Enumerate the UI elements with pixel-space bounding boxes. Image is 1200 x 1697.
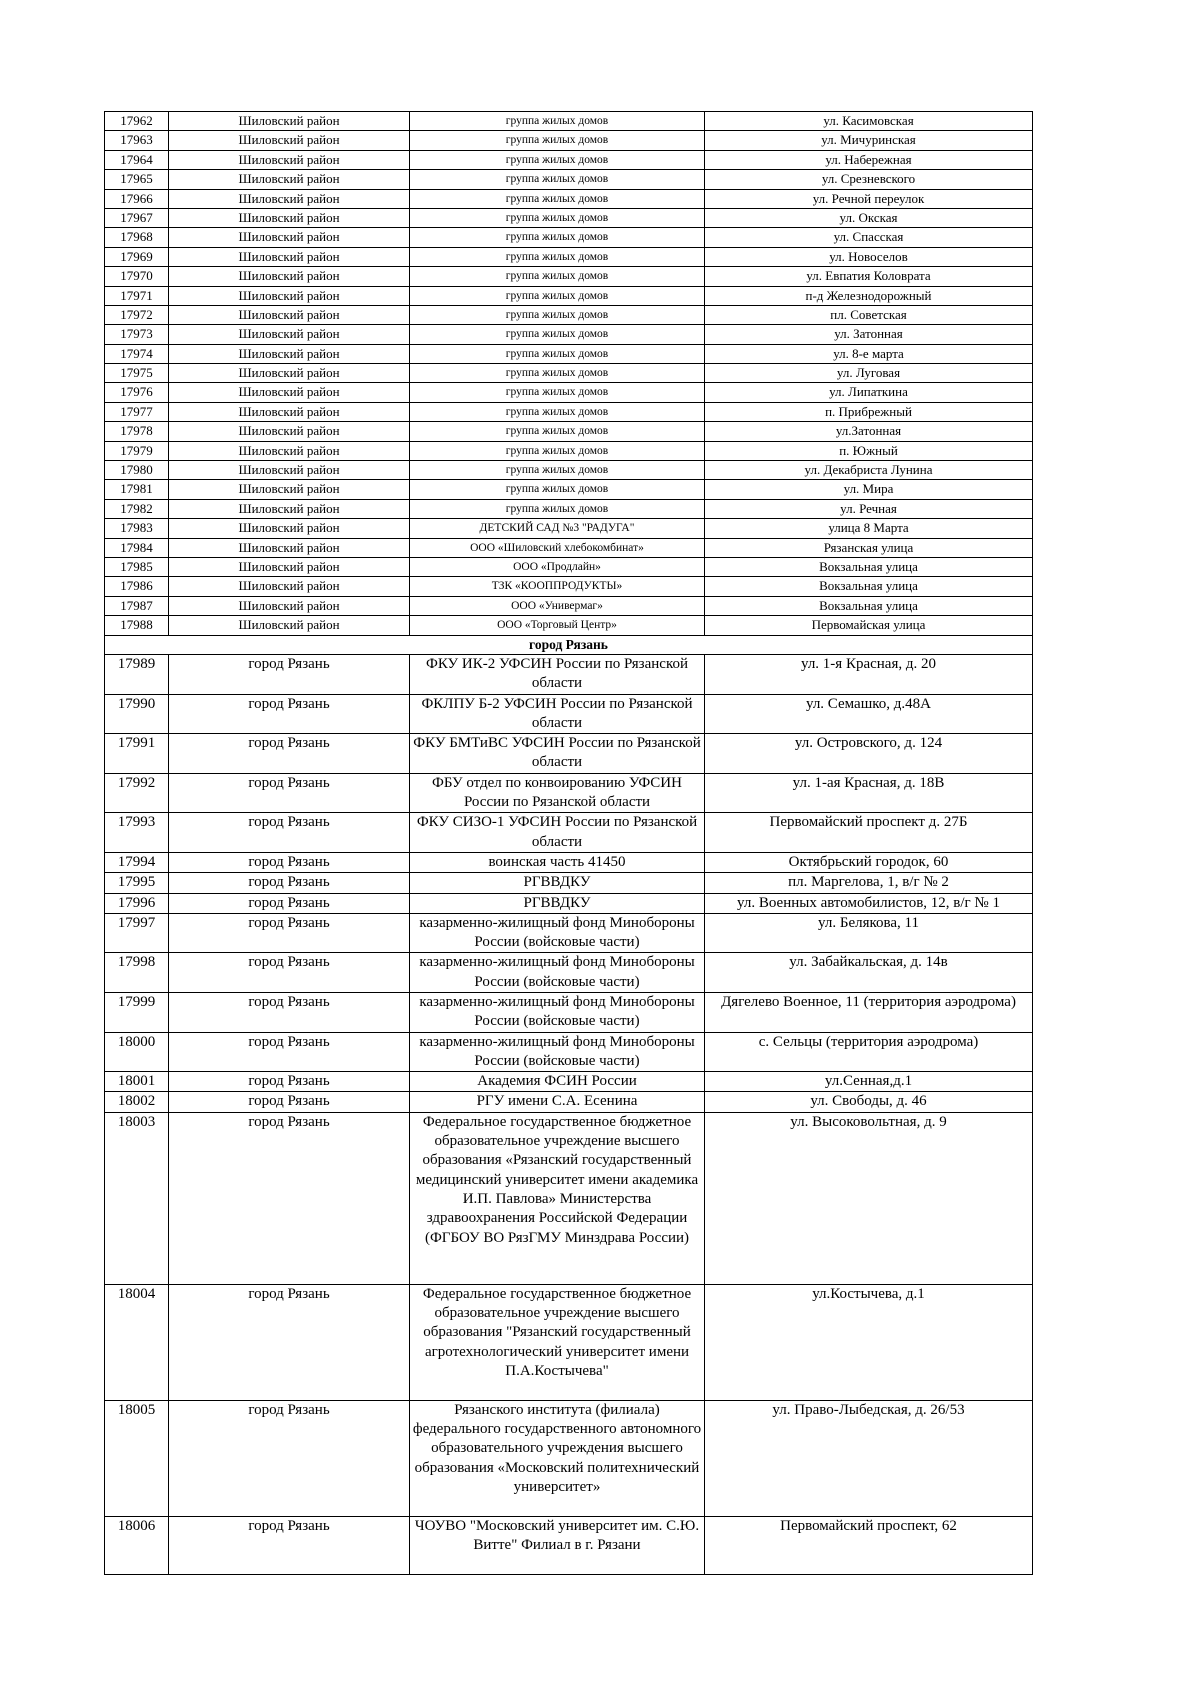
row-number-cell: 17992 xyxy=(105,773,169,813)
table-row xyxy=(105,1284,1033,1400)
district-cell: Шиловский район xyxy=(169,170,410,189)
object-name-cell: группа жилых домов xyxy=(410,286,705,305)
row-number-cell: 17987 xyxy=(105,596,169,615)
table-row xyxy=(105,480,1033,499)
district-cell: город Рязань xyxy=(169,1284,410,1400)
row-number-cell: 17969 xyxy=(105,247,169,266)
district-cell: Шиловский район xyxy=(169,228,410,247)
object-name-cell: ФКУ СИЗО-1 УФСИН России по Рязанской области xyxy=(410,813,705,853)
address-cell: ул. 1-ая Красная, д. 18В xyxy=(705,773,1033,813)
district-cell: Шиловский район xyxy=(169,131,410,150)
object-name-cell: ФБУ отдел по конвоированию УФСИН России по Рязанской области xyxy=(410,773,705,813)
object-name-cell: ООО «Шиловский хлебокомбинат» xyxy=(410,538,705,557)
row-number-cell: 17966 xyxy=(105,189,169,208)
object-name-cell: группа жилых домов xyxy=(410,325,705,344)
district-cell: Шиловский район xyxy=(169,499,410,518)
table-row xyxy=(105,1032,1033,1072)
row-number-cell: 17980 xyxy=(105,461,169,480)
row-number-cell: 18005 xyxy=(105,1400,169,1516)
address-cell: пл. Маргелова, 1, в/г № 2 xyxy=(705,873,1033,893)
address-cell: Первомайский проспект д. 27Б xyxy=(705,813,1033,853)
address-cell: ул. Набережная xyxy=(705,150,1033,169)
address-cell: ул. 8-е марта xyxy=(705,344,1033,363)
address-cell: ул. Новоселов xyxy=(705,247,1033,266)
table-row xyxy=(105,519,1033,538)
district-cell: Шиловский район xyxy=(169,441,410,460)
district-cell: Шиловский район xyxy=(169,402,410,421)
address-cell: Рязанская улица xyxy=(705,538,1033,557)
object-name-cell: Федеральное государственное бюджетное образовательное учреждение высшего образования "Рязанский государственный агротехнологический университет имени П.А.Костычева" xyxy=(410,1284,705,1400)
object-name-cell: воинская часть 41450 xyxy=(410,852,705,872)
object-name-cell: ТЗК «КООППРОДУКТЫ» xyxy=(410,577,705,596)
table-row xyxy=(105,694,1033,734)
row-number-cell: 18001 xyxy=(105,1072,169,1092)
object-name-cell: ООО «Универмаг» xyxy=(410,596,705,615)
object-name-cell: группа жилых домов xyxy=(410,247,705,266)
row-number-cell: 17991 xyxy=(105,734,169,774)
address-cell: ул. Затонная xyxy=(705,325,1033,344)
district-cell: город Рязань xyxy=(169,654,410,694)
row-number-cell: 17997 xyxy=(105,913,169,953)
object-name-cell: группа жилых домов xyxy=(410,228,705,247)
row-number-cell: 17990 xyxy=(105,694,169,734)
district-cell: город Рязань xyxy=(169,773,410,813)
address-cell: ул. Спасская xyxy=(705,228,1033,247)
district-cell: город Рязань xyxy=(169,1112,410,1284)
table-row xyxy=(105,499,1033,518)
address-cell: Вокзальная улица xyxy=(705,557,1033,576)
row-number-cell: 17973 xyxy=(105,325,169,344)
district-cell: Шиловский район xyxy=(169,519,410,538)
address-cell: ул. Белякова, 11 xyxy=(705,913,1033,953)
row-number-cell: 17995 xyxy=(105,873,169,893)
row-number-cell: 17972 xyxy=(105,305,169,324)
address-cell: ул. Евпатия Коловрата xyxy=(705,267,1033,286)
row-number-cell: 17984 xyxy=(105,538,169,557)
address-cell: ул. Мичуринская xyxy=(705,131,1033,150)
address-cell: ул.Костычева, д.1 xyxy=(705,1284,1033,1400)
object-name-cell: группа жилых домов xyxy=(410,131,705,150)
address-cell: Первомайская улица xyxy=(705,616,1033,635)
object-name-cell: группа жилых домов xyxy=(410,305,705,324)
row-number-cell: 17982 xyxy=(105,499,169,518)
object-name-cell: группа жилых домов xyxy=(410,208,705,227)
table-row xyxy=(105,616,1033,635)
district-cell: Шиловский район xyxy=(169,189,410,208)
table-row xyxy=(105,112,1033,131)
table-row xyxy=(105,441,1033,460)
address-cell: ул. Мира xyxy=(705,480,1033,499)
object-name-cell: группа жилых домов xyxy=(410,383,705,402)
address-cell: ул. Военных автомобилистов, 12, в/г № 1 xyxy=(705,893,1033,913)
row-number-cell: 17988 xyxy=(105,616,169,635)
table-row xyxy=(105,286,1033,305)
address-cell: Вокзальная улица xyxy=(705,577,1033,596)
object-name-cell: РГВВДКУ xyxy=(410,893,705,913)
address-cell: ул. Право-Лыбедская, д. 26/53 xyxy=(705,1400,1033,1516)
object-name-cell: группа жилых домов xyxy=(410,461,705,480)
table-row xyxy=(105,654,1033,694)
object-name-cell: группа жилых домов xyxy=(410,422,705,441)
object-name-cell: РГУ имени С.А. Есенина xyxy=(410,1092,705,1112)
object-name-cell: группа жилых домов xyxy=(410,170,705,189)
object-name-cell: казарменно-жилищный фонд Минобороны России (войсковые части) xyxy=(410,992,705,1032)
object-name-cell: ЧОУВО "Московский университет им. С.Ю. Витте" Филиал в г. Рязани xyxy=(410,1516,705,1574)
row-number-cell: 17985 xyxy=(105,557,169,576)
row-number-cell: 17965 xyxy=(105,170,169,189)
row-number-cell: 17974 xyxy=(105,344,169,363)
row-number-cell: 17963 xyxy=(105,131,169,150)
district-cell: Шиловский район xyxy=(169,286,410,305)
row-number-cell: 17989 xyxy=(105,654,169,694)
table-row xyxy=(105,247,1033,266)
table-row xyxy=(105,813,1033,853)
table-row xyxy=(105,538,1033,557)
address-cell: Дягелево Военное, 11 (территория аэродрома) xyxy=(705,992,1033,1032)
row-number-cell: 17996 xyxy=(105,893,169,913)
object-name-cell: группа жилых домов xyxy=(410,112,705,131)
table-row xyxy=(105,364,1033,383)
table-row xyxy=(105,734,1033,774)
section-header-row xyxy=(105,635,1033,654)
district-cell: Шиловский район xyxy=(169,538,410,557)
district-cell: Шиловский район xyxy=(169,112,410,131)
address-cell: ул. 1-я Красная, д. 20 xyxy=(705,654,1033,694)
row-number-cell: 17977 xyxy=(105,402,169,421)
object-name-cell: РГВВДКУ xyxy=(410,873,705,893)
address-cell: Первомайский проспект, 62 xyxy=(705,1516,1033,1574)
table-row xyxy=(105,170,1033,189)
registry-table-body xyxy=(105,112,1033,1575)
section-title: город Рязань xyxy=(105,635,1033,654)
object-name-cell: ООО «Торговый Центр» xyxy=(410,616,705,635)
address-cell: п. Южный xyxy=(705,441,1033,460)
table-row xyxy=(105,344,1033,363)
district-cell: город Рязань xyxy=(169,694,410,734)
object-name-cell: Федеральное государственное бюджетное образовательное учреждение высшего образования «Рязанский государственный медицинский университет имени академика И.П. Павлова» Министерства здравоохранения Российской Федерации (ФГБОУ ВО РязГМУ Минздрава России) xyxy=(410,1112,705,1284)
district-cell: Шиловский район xyxy=(169,596,410,615)
address-cell: ул. Высоковольтная, д. 9 xyxy=(705,1112,1033,1284)
address-cell: ул. Касимовская xyxy=(705,112,1033,131)
address-cell: ул. Семашко, д.48А xyxy=(705,694,1033,734)
row-number-cell: 17970 xyxy=(105,267,169,286)
district-cell: Шиловский район xyxy=(169,461,410,480)
table-row xyxy=(105,150,1033,169)
table-row xyxy=(105,557,1033,576)
district-cell: Шиловский район xyxy=(169,325,410,344)
table-row xyxy=(105,596,1033,615)
district-cell: Шиловский район xyxy=(169,422,410,441)
object-name-cell: группа жилых домов xyxy=(410,189,705,208)
district-cell: Шиловский район xyxy=(169,305,410,324)
address-cell: ул. Липаткина xyxy=(705,383,1033,402)
district-cell: город Рязань xyxy=(169,1032,410,1072)
table-row xyxy=(105,873,1033,893)
district-cell: город Рязань xyxy=(169,992,410,1032)
district-cell: город Рязань xyxy=(169,893,410,913)
district-cell: Шиловский район xyxy=(169,480,410,499)
row-number-cell: 18002 xyxy=(105,1092,169,1112)
address-cell: ул. Свободы, д. 46 xyxy=(705,1092,1033,1112)
row-number-cell: 18004 xyxy=(105,1284,169,1400)
row-number-cell: 17994 xyxy=(105,852,169,872)
row-number-cell: 17971 xyxy=(105,286,169,305)
address-cell: ул. Окская xyxy=(705,208,1033,227)
row-number-cell: 17979 xyxy=(105,441,169,460)
table-row xyxy=(105,992,1033,1032)
district-cell: Шиловский район xyxy=(169,364,410,383)
table-row xyxy=(105,305,1033,324)
object-name-cell: группа жилых домов xyxy=(410,499,705,518)
table-row xyxy=(105,228,1033,247)
object-name-cell: группа жилых домов xyxy=(410,344,705,363)
row-number-cell: 18003 xyxy=(105,1112,169,1284)
address-cell: Вокзальная улица xyxy=(705,596,1033,615)
table-row xyxy=(105,267,1033,286)
address-cell: ул.Затонная xyxy=(705,422,1033,441)
row-number-cell: 17993 xyxy=(105,813,169,853)
row-number-cell: 18006 xyxy=(105,1516,169,1574)
row-number-cell: 17999 xyxy=(105,992,169,1032)
registry-table xyxy=(104,111,1033,1575)
table-row xyxy=(105,422,1033,441)
district-cell: Шиловский район xyxy=(169,150,410,169)
object-name-cell: группа жилых домов xyxy=(410,150,705,169)
table-row xyxy=(105,1092,1033,1112)
table-row xyxy=(105,461,1033,480)
table-row xyxy=(105,325,1033,344)
district-cell: город Рязань xyxy=(169,1072,410,1092)
district-cell: город Рязань xyxy=(169,913,410,953)
object-name-cell: группа жилых домов xyxy=(410,267,705,286)
district-cell: Шиловский район xyxy=(169,557,410,576)
district-cell: Шиловский район xyxy=(169,247,410,266)
address-cell: ул. Забайкальская, д. 14в xyxy=(705,953,1033,993)
table-row xyxy=(105,577,1033,596)
row-number-cell: 18000 xyxy=(105,1032,169,1072)
district-cell: город Рязань xyxy=(169,1516,410,1574)
object-name-cell: казарменно-жилищный фонд Минобороны России (войсковые части) xyxy=(410,913,705,953)
district-cell: Шиловский район xyxy=(169,383,410,402)
row-number-cell: 17983 xyxy=(105,519,169,538)
district-cell: Шиловский район xyxy=(169,577,410,596)
table-row xyxy=(105,131,1033,150)
address-cell: ул. Речной переулок xyxy=(705,189,1033,208)
object-name-cell: казарменно-жилищный фонд Минобороны России (войсковые части) xyxy=(410,1032,705,1072)
row-number-cell: 17976 xyxy=(105,383,169,402)
row-number-cell: 17962 xyxy=(105,112,169,131)
object-name-cell: ООО «Продлайн» xyxy=(410,557,705,576)
address-cell: ул.Сенная,д.1 xyxy=(705,1072,1033,1092)
row-number-cell: 17964 xyxy=(105,150,169,169)
address-cell: улица 8 Марта xyxy=(705,519,1033,538)
district-cell: город Рязань xyxy=(169,734,410,774)
address-cell: ул. Речная xyxy=(705,499,1033,518)
row-number-cell: 17978 xyxy=(105,422,169,441)
row-number-cell: 17968 xyxy=(105,228,169,247)
row-number-cell: 17975 xyxy=(105,364,169,383)
object-name-cell: группа жилых домов xyxy=(410,364,705,383)
address-cell: ул. Островского, д. 124 xyxy=(705,734,1033,774)
table-row xyxy=(105,953,1033,993)
object-name-cell: группа жилых домов xyxy=(410,480,705,499)
table-row xyxy=(105,189,1033,208)
object-name-cell: Академия ФСИН России xyxy=(410,1072,705,1092)
table-row xyxy=(105,773,1033,813)
district-cell: Шиловский район xyxy=(169,208,410,227)
district-cell: город Рязань xyxy=(169,852,410,872)
district-cell: город Рязань xyxy=(169,873,410,893)
address-cell: п. Прибрежный xyxy=(705,402,1033,421)
address-cell: ул. Срезневского xyxy=(705,170,1033,189)
object-name-cell: ДЕТСКИЙ САД №3 "РАДУГА" xyxy=(410,519,705,538)
row-number-cell: 17981 xyxy=(105,480,169,499)
object-name-cell: Рязанского института (филиала) федерального государственного автономного образовательного учреждения высшего образования «Московский политехнический университет» xyxy=(410,1400,705,1516)
address-cell: с. Сельцы (территория аэродрома) xyxy=(705,1032,1033,1072)
table-row xyxy=(105,1112,1033,1284)
district-cell: город Рязань xyxy=(169,813,410,853)
district-cell: город Рязань xyxy=(169,953,410,993)
row-number-cell: 17998 xyxy=(105,953,169,993)
table-row xyxy=(105,893,1033,913)
object-name-cell: ФКУ БМТиВС УФСИН России по Рязанской области xyxy=(410,734,705,774)
object-name-cell: казарменно-жилищный фонд Минобороны России (войсковые части) xyxy=(410,953,705,993)
district-cell: Шиловский район xyxy=(169,344,410,363)
row-number-cell: 17967 xyxy=(105,208,169,227)
district-cell: город Рязань xyxy=(169,1400,410,1516)
address-cell: ул. Луговая xyxy=(705,364,1033,383)
district-cell: город Рязань xyxy=(169,1092,410,1112)
address-cell: ул. Декабриста Лунина xyxy=(705,461,1033,480)
district-cell: Шиловский район xyxy=(169,267,410,286)
table-row xyxy=(105,913,1033,953)
table-row xyxy=(105,1516,1033,1574)
table-row xyxy=(105,852,1033,872)
object-name-cell: ФКЛПУ Б-2 УФСИН России по Рязанской области xyxy=(410,694,705,734)
district-cell: Шиловский район xyxy=(169,616,410,635)
row-number-cell: 17986 xyxy=(105,577,169,596)
object-name-cell: группа жилых домов xyxy=(410,402,705,421)
table-row xyxy=(105,383,1033,402)
object-name-cell: ФКУ ИК-2 УФСИН России по Рязанской области xyxy=(410,654,705,694)
table-row xyxy=(105,402,1033,421)
table-row xyxy=(105,208,1033,227)
table-row xyxy=(105,1400,1033,1516)
object-name-cell: группа жилых домов xyxy=(410,441,705,460)
table-row xyxy=(105,1072,1033,1092)
address-cell: пл. Советская xyxy=(705,305,1033,324)
address-cell: Октябрьский городок, 60 xyxy=(705,852,1033,872)
address-cell: п-д Железнодорожный xyxy=(705,286,1033,305)
